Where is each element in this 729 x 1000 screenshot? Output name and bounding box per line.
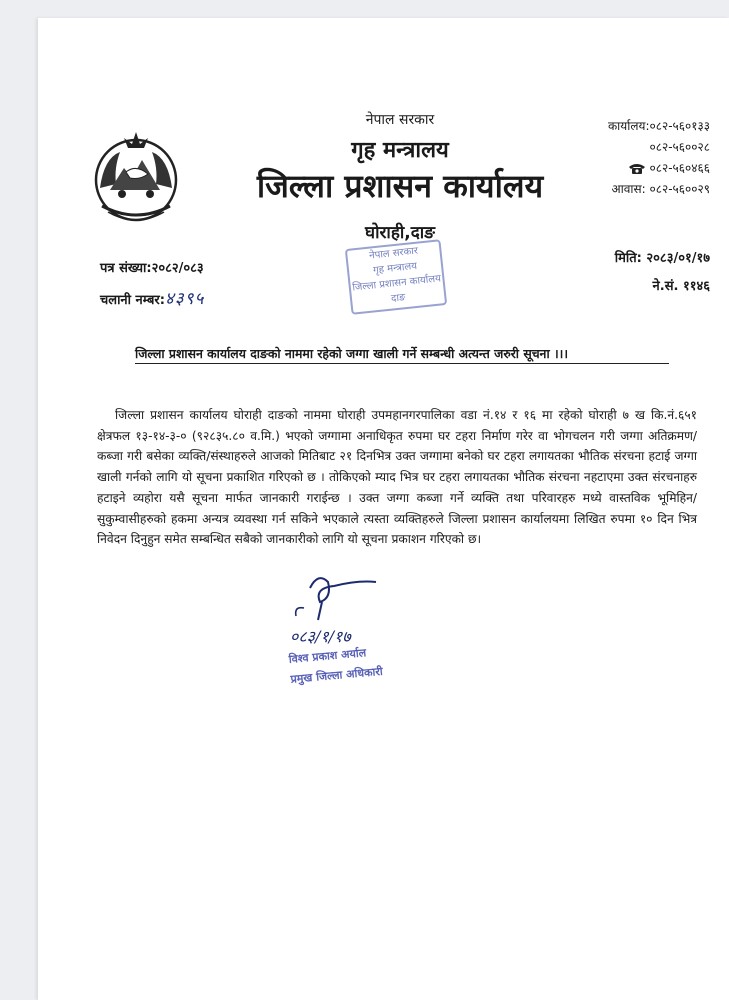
nepal-sambat-date: ने.सं. ११४६ [652, 279, 710, 294]
stamp-line-4: दाङ [390, 292, 406, 305]
residence-phone: आवास: ०८२-५६००२९ [611, 182, 710, 196]
phone-3-row [560, 158, 710, 179]
dispatch-number [100, 286, 204, 309]
letter-date: मिति: २०८३/०१/१७ [614, 251, 710, 266]
telephone-icon [628, 163, 646, 175]
handwritten-signature [288, 568, 383, 648]
dispatch-value: ४३९५ [164, 289, 205, 309]
signature-date: ०८३/१/१७ [290, 627, 351, 646]
dispatch-label: चलानी नम्बर: [100, 293, 165, 308]
office-title: जिल्ला प्रशासन कार्यालय [256, 167, 544, 205]
phone-3: ०८२-५६०४६६ [649, 161, 710, 175]
stamp-line-1: नेपाल सरकार [368, 245, 419, 262]
office-location: घोराही,दाङ [365, 223, 435, 243]
notice-body: जिल्ला प्रशासन कार्यालय घोराही दाङको नाममा घोराही उपमहानगरपालिका वडा नं.१४ र १६ मा रहेको घोराही ७ ख कि.नं.६५१ क्षेत्रफल १३-१४-३-० (९२८३५.८० व.मि.) भएको जग्गामा अनाधिकृत रुपमा घर टहरा निर्माण गरेर वा भोगचलन गरी जग्गा अतिक्रमण/कब्जा गरी बसेका व्यक्ति/संस्थाहरुले आजको मितिबाट २१ दिनभित्र उक्त जग्गामा बनेको घर टहरा लगायतका भौतिक संरचना हटाई जग्गा खाली गर्नको लागि यो सूचना प्रकाशित गरिएको छ । तोकिएको म्याद भित्र घर टहरा लगायतका भौतिक संरचना नहटाएमा उक्त संरचनाहरु हटाइने व्यहोरा यसै सूचना मार्फत जानकारी गराईन्छ । उक्त जग्गा कब्जा गर्ने व्यक्ति तथा परिवारहरु मध्ये वास्तविक भूमिहिन/सुकुम्वासीहरुको हकमा अन्यत्र व्यवस्था गर्न सकिने भएकाले त्यस्ता व्यक्तिहरुले जिल्ला प्रशासन कार्यालयमा लिखित रुपमा १० दिन भित्र निवेदन दिनुहुन समेत सम्बन्धित सबैको जानकारीको लागि यो सूचना प्रकाशन गरिएको छ। [97, 408, 697, 547]
office-phone: कार्यालय:०८२-५६०१३३ [607, 119, 710, 133]
ministry-label: गृह मन्त्रालय [351, 138, 449, 163]
contact-numbers [560, 116, 710, 200]
government-label: नेपाल सरकार [365, 112, 435, 128]
signer-name: विश्व प्रकाश अर्याल [288, 646, 367, 666]
phone-2: ०८२-५६००२८ [649, 140, 710, 154]
stamp-line-2: गृह मन्त्रालय [372, 260, 418, 277]
notice-subject: जिल्ला प्रशासन कार्यालय दाङको नाममा रहेको जग्गा खाली गर्ने सम्बन्धी अत्यन्त जरुरी सूचना ।।। [135, 345, 669, 364]
stamp-line-3: जिल्ला प्रशासन कार्यालय [351, 273, 442, 294]
office-stamp [345, 239, 447, 315]
signer-title: प्रमुख जिल्ला अधिकारी [290, 664, 384, 686]
letter-number: पत्र संख्या:२०८२/०८३ [100, 261, 204, 276]
nepal-government-emblem-icon [90, 128, 182, 228]
